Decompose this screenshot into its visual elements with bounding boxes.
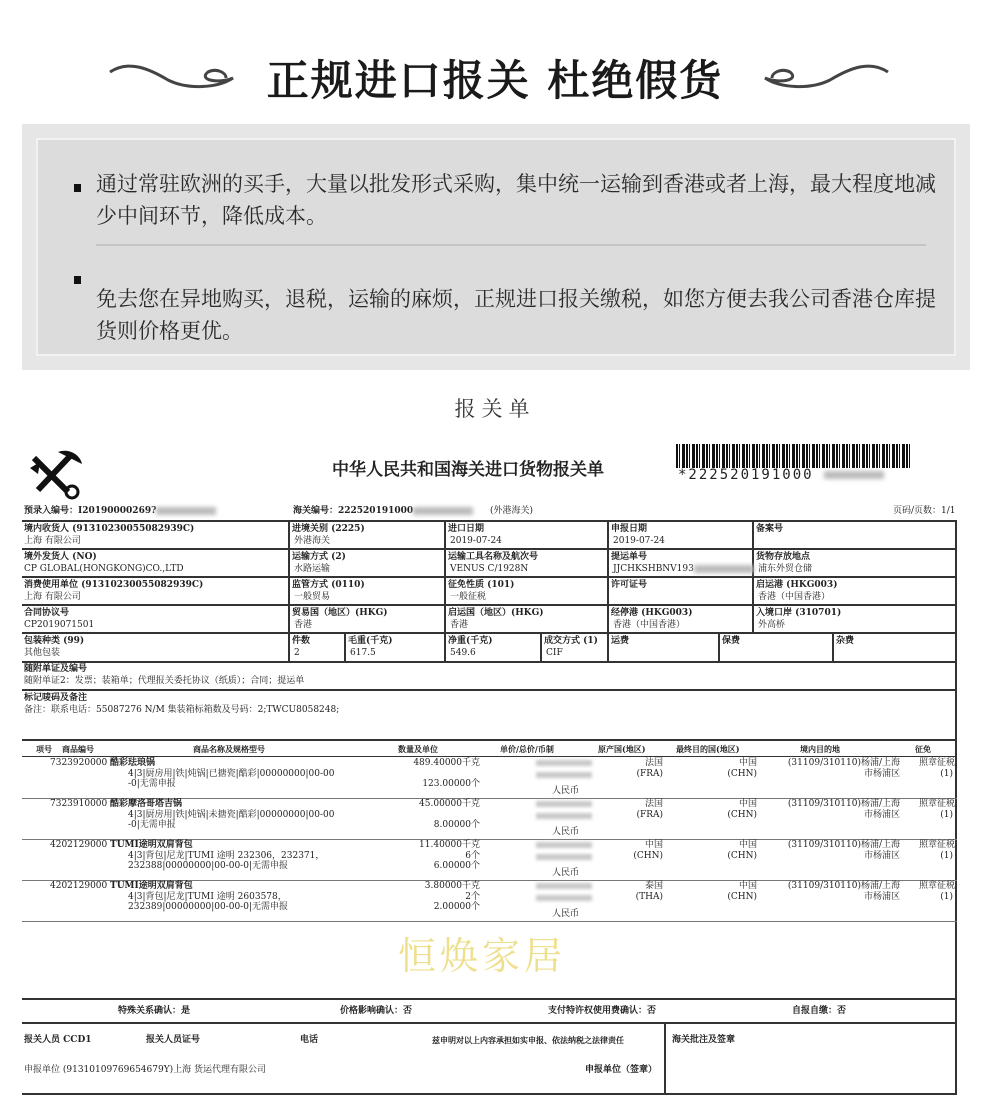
gross-weight-value: 617.5 [350, 648, 376, 658]
item-destination-code: (CHN) [727, 892, 757, 902]
supervision-value: 一般贸易 [294, 592, 331, 602]
customs-declaration-form [0, 440, 990, 1107]
royalty: 支付特许权使用费确认：否 [548, 1006, 657, 1016]
docs-label: 随附单证及编号 [24, 664, 88, 674]
item-qty: 3.80000千克 [424, 881, 480, 891]
deal-value: CIF [546, 648, 563, 658]
redacted-price [536, 760, 592, 766]
item-currency: 人民币 [552, 827, 580, 837]
special-relation: 特殊关系确认：是 [118, 1006, 191, 1016]
departure-port-label: 启运港 (HKG003) [756, 580, 838, 590]
item-currency: 人民币 [552, 909, 580, 919]
insurance-label: 保费 [722, 636, 741, 646]
item-spec: -0|无需申报 [128, 779, 176, 789]
redacted-price [536, 772, 592, 778]
marks-label: 标记唛码及备注 [24, 693, 88, 703]
item-qty: 8.00000个 [433, 820, 480, 830]
item-code: 4202129000 [50, 881, 108, 891]
declare-unit: 申报单位 (91310109769654679Y)上海 货运代理有限公司 [24, 1065, 267, 1075]
consignee-value: 上海 有限公司 [24, 536, 81, 546]
item-levy-code: (1) [940, 769, 953, 779]
item-levy: 照章征税 [918, 881, 955, 891]
item-destination: 中国 [738, 799, 757, 809]
item-origin: 中国 [644, 840, 663, 850]
column-header: 项号 [36, 744, 52, 754]
consignee-label: 境内收货人 (91310230055082939C) [24, 524, 195, 534]
entry-port-value: 外港海关 [294, 536, 331, 546]
shipper-value: CP GLOBAL(HONGKONG)CO.,LTD [24, 564, 184, 574]
bullet-icon [74, 276, 81, 284]
declare-date-label: 申报日期 [611, 524, 648, 534]
redacted-price [536, 895, 592, 901]
package-value: 其他包装 [24, 648, 61, 658]
column-header: 最终目的国(地区) [676, 744, 740, 754]
item-domestic-destination: (31109/310110)杨浦/上海 [787, 799, 900, 809]
item-destination: 中国 [738, 840, 757, 850]
info-point: 通过常驻欧洲的买手，大量以批发形式采购，集中统一运输到香港或者上海，最大程度地减少中间环节，降低成本。 [96, 172, 936, 228]
self-pay: 自报自缴：否 [792, 1006, 847, 1016]
item-spec: 232388|00000000|00-00-0|无需申报 [128, 861, 288, 871]
vessel-value: VENUS C/1928N [450, 564, 529, 574]
column-header: 原产国(地区) [598, 744, 646, 754]
item-levy-code: (1) [940, 892, 953, 902]
docs-value: 随附单证2：发票；装箱单；代理报关委托协议（纸质）；合同；提运单 [24, 676, 305, 686]
item-qty: 489.40000千克 [413, 758, 480, 768]
user-value: 上海 有限公司 [24, 592, 81, 602]
item-destination: 中国 [738, 881, 757, 891]
statement: 兹申明对以上内容承担如实申报、依法纳税之法律责任 [432, 1035, 624, 1045]
item-spec: -0|无需申报 [128, 820, 176, 830]
item-origin-code: (FRA) [636, 769, 663, 779]
section-caption: 报关单 [454, 397, 536, 421]
declarant: 报关人员 CCD1 [24, 1035, 92, 1045]
storage-label: 货物存放地点 [756, 552, 811, 562]
marks-value: 备注：联系电话：55087276 N/M 集装箱标箱数及号码：2;TWCU8058248; [24, 705, 340, 715]
storage-value: 浦东外贸仓储 [758, 564, 813, 574]
vessel-label: 运输工具名称及航次号 [448, 552, 539, 562]
contract-label: 合同协议号 [24, 608, 70, 618]
pieces-label: 件数 [292, 636, 311, 646]
redacted-price [536, 801, 592, 807]
item-code: 4202129000 [50, 840, 108, 850]
item-spec: 4|3|厨房用|铁|炖锅|未搪瓷|酷彩|00000000|00-00 [128, 810, 335, 820]
item-origin: 泰国 [644, 881, 663, 891]
declarant-id: 报关人员证号 [146, 1035, 201, 1045]
item-destination-code: (CHN) [727, 769, 757, 779]
customs-number: 海关编号：222520191000 [293, 506, 473, 517]
redacted-price [536, 813, 592, 819]
transport-value: 水路运输 [294, 564, 331, 574]
item-code: 7323920000 [50, 758, 108, 768]
transport-label: 运输方式 (2) [292, 552, 346, 562]
item-qty: 123.00000个 [422, 779, 480, 789]
item-origin-code: (CHN) [633, 851, 663, 861]
column-header: 商品编号 [62, 744, 94, 754]
item-origin-code: (FRA) [636, 810, 663, 820]
declare-date-value: 2019-07-24 [613, 536, 665, 546]
entry-place-value: 外高桥 [758, 620, 786, 630]
item-code: 7323910000 [50, 799, 108, 809]
item-currency: 人民币 [552, 786, 580, 796]
item-qty: 45.00000千克 [419, 799, 480, 809]
item-levy: 照章征税 [918, 799, 955, 809]
pieces-value: 2 [294, 648, 300, 658]
item-domestic-destination: 市杨浦区 [863, 892, 900, 902]
item-levy-code: (1) [940, 851, 953, 861]
item-levy-code: (1) [940, 810, 953, 820]
column-header: 数量及单位 [398, 744, 438, 754]
item-qty: 6个 [465, 851, 480, 861]
column-header: 境内目的地 [800, 744, 840, 754]
freight-label: 运费 [611, 636, 630, 646]
bl-value: JJCHKSHBNV193 [613, 564, 754, 575]
row-divider [22, 921, 957, 922]
divider [96, 244, 926, 246]
levy-label: 征免性质 (101) [448, 580, 515, 590]
supervision-label: 监管方式 (0110) [292, 580, 365, 590]
deal-label: 成交方式 (1) [544, 636, 598, 646]
entry-port-label: 进境关别 (2225) [292, 524, 365, 534]
item-name: TUMI途明双肩背包 [110, 881, 193, 891]
entry-place-label: 入境口岸 (310701) [756, 608, 842, 618]
item-domestic-destination: 市杨浦区 [863, 810, 900, 820]
item-levy: 照章征税 [918, 758, 955, 768]
customs-office: (外港海关) [490, 506, 534, 516]
customs-notes: 海关批注及签章 [672, 1035, 736, 1045]
net-weight-value: 549.6 [450, 648, 476, 658]
bullet-icon [74, 184, 81, 192]
right-swirl-ornament-icon [760, 58, 890, 92]
item-domestic-destination: (31109/310110)杨浦/上海 [787, 840, 900, 850]
item-qty: 2个 [465, 892, 480, 902]
trade-country-label: 贸易国（地区）(HKG) [292, 608, 388, 618]
package-label: 包装种类 (99) [24, 636, 85, 646]
shipper-label: 境外发货人 (NO) [24, 552, 97, 562]
barcode [676, 444, 912, 468]
item-spec: 232389|00000000|00-00-0|无需申报 [128, 902, 288, 912]
item-name: TUMI途明双肩背包 [110, 840, 193, 850]
item-spec: 4|3|厨房用|铁|炖锅|已搪瓷|酷彩|00000000|00-00 [128, 769, 335, 779]
gross-weight-label: 毛重(千克) [348, 636, 393, 646]
origin-country-label: 启运国（地区）(HKG) [448, 608, 544, 618]
transit-port-value: 香港（中国香港） [613, 620, 686, 630]
user-label: 消费使用单位 (91310230055082939C) [24, 580, 204, 590]
contract-value: CP2019071501 [24, 620, 95, 630]
item-spec: 4|3|背包|尼龙|TUMI 途明 232306，232371， [128, 851, 325, 861]
prerecord-number: 预录入编号：I20190000269? [24, 506, 216, 517]
bl-label: 提运单号 [611, 552, 648, 562]
item-origin: 法国 [644, 758, 663, 768]
trade-country-value: 香港 [294, 620, 313, 630]
item-levy: 照章征税 [918, 840, 955, 850]
phone: 电话 [300, 1035, 319, 1045]
item-domestic-destination: (31109/310110)杨浦/上海 [787, 881, 900, 891]
column-header: 征免 [915, 744, 931, 754]
customs-emblem-icon [28, 448, 86, 500]
item-name: 酷彩珐琅锅 [110, 758, 156, 768]
item-domestic-destination: 市杨浦区 [863, 851, 900, 861]
form-title: 中华人民共和国海关进口货物报关单 [332, 460, 604, 480]
item-domestic-destination: (31109/310110)杨浦/上海 [787, 758, 900, 768]
redacted-price [536, 883, 592, 889]
misc-label: 杂费 [836, 636, 855, 646]
levy-value: 一般征税 [450, 592, 487, 602]
item-qty: 11.40000千克 [419, 840, 480, 850]
declare-seal: 申报单位（签章） [585, 1065, 658, 1075]
item-origin: 法国 [644, 799, 663, 809]
item-qty: 2.00000个 [433, 902, 480, 912]
price-impact: 价格影响确认：否 [340, 1006, 413, 1016]
page-count: 页码/页数：1/1 [893, 506, 956, 516]
item-destination-code: (CHN) [727, 810, 757, 820]
record-no-label: 备案号 [756, 524, 784, 534]
info-box [22, 124, 970, 370]
transit-port-label: 经停港 (HKG003) [611, 608, 693, 618]
column-header: 商品名称及规格型号 [193, 744, 265, 754]
redacted-price [536, 854, 592, 860]
item-origin-code: (THA) [635, 892, 663, 902]
info-point: 免去您在异地购买，退税，运输的麻烦，正规进口报关缴税，如您方便去我公司香港仓库提货则价格更优。 [96, 287, 936, 343]
import-date-value: 2019-07-24 [450, 536, 502, 546]
item-destination-code: (CHN) [727, 851, 757, 861]
left-swirl-ornament-icon [108, 58, 238, 92]
item-currency: 人民币 [552, 868, 580, 878]
item-qty: 6.00000个 [433, 861, 480, 871]
watermark: 恒焕家居 [398, 934, 567, 978]
net-weight-label: 净重(千克) [448, 636, 493, 646]
item-domestic-destination: 市杨浦区 [863, 769, 900, 779]
item-name: 酷彩摩洛哥塔吉锅 [110, 799, 183, 809]
redacted-price [536, 842, 592, 848]
license-label: 许可证号 [611, 580, 648, 590]
item-spec: 4|3|背包|尼龙|TUMI 途明 2603578， [128, 892, 287, 902]
column-header: 单价/总价/币制 [500, 744, 554, 754]
departure-port-value: 香港（中国香港） [758, 592, 831, 602]
headline: 正规进口报关 杜绝假货 [266, 56, 724, 105]
import-date-label: 进口日期 [448, 524, 485, 534]
item-destination: 中国 [738, 758, 757, 768]
barcode-number: *222520191000 [678, 467, 884, 483]
origin-country-value: 香港 [450, 620, 469, 630]
